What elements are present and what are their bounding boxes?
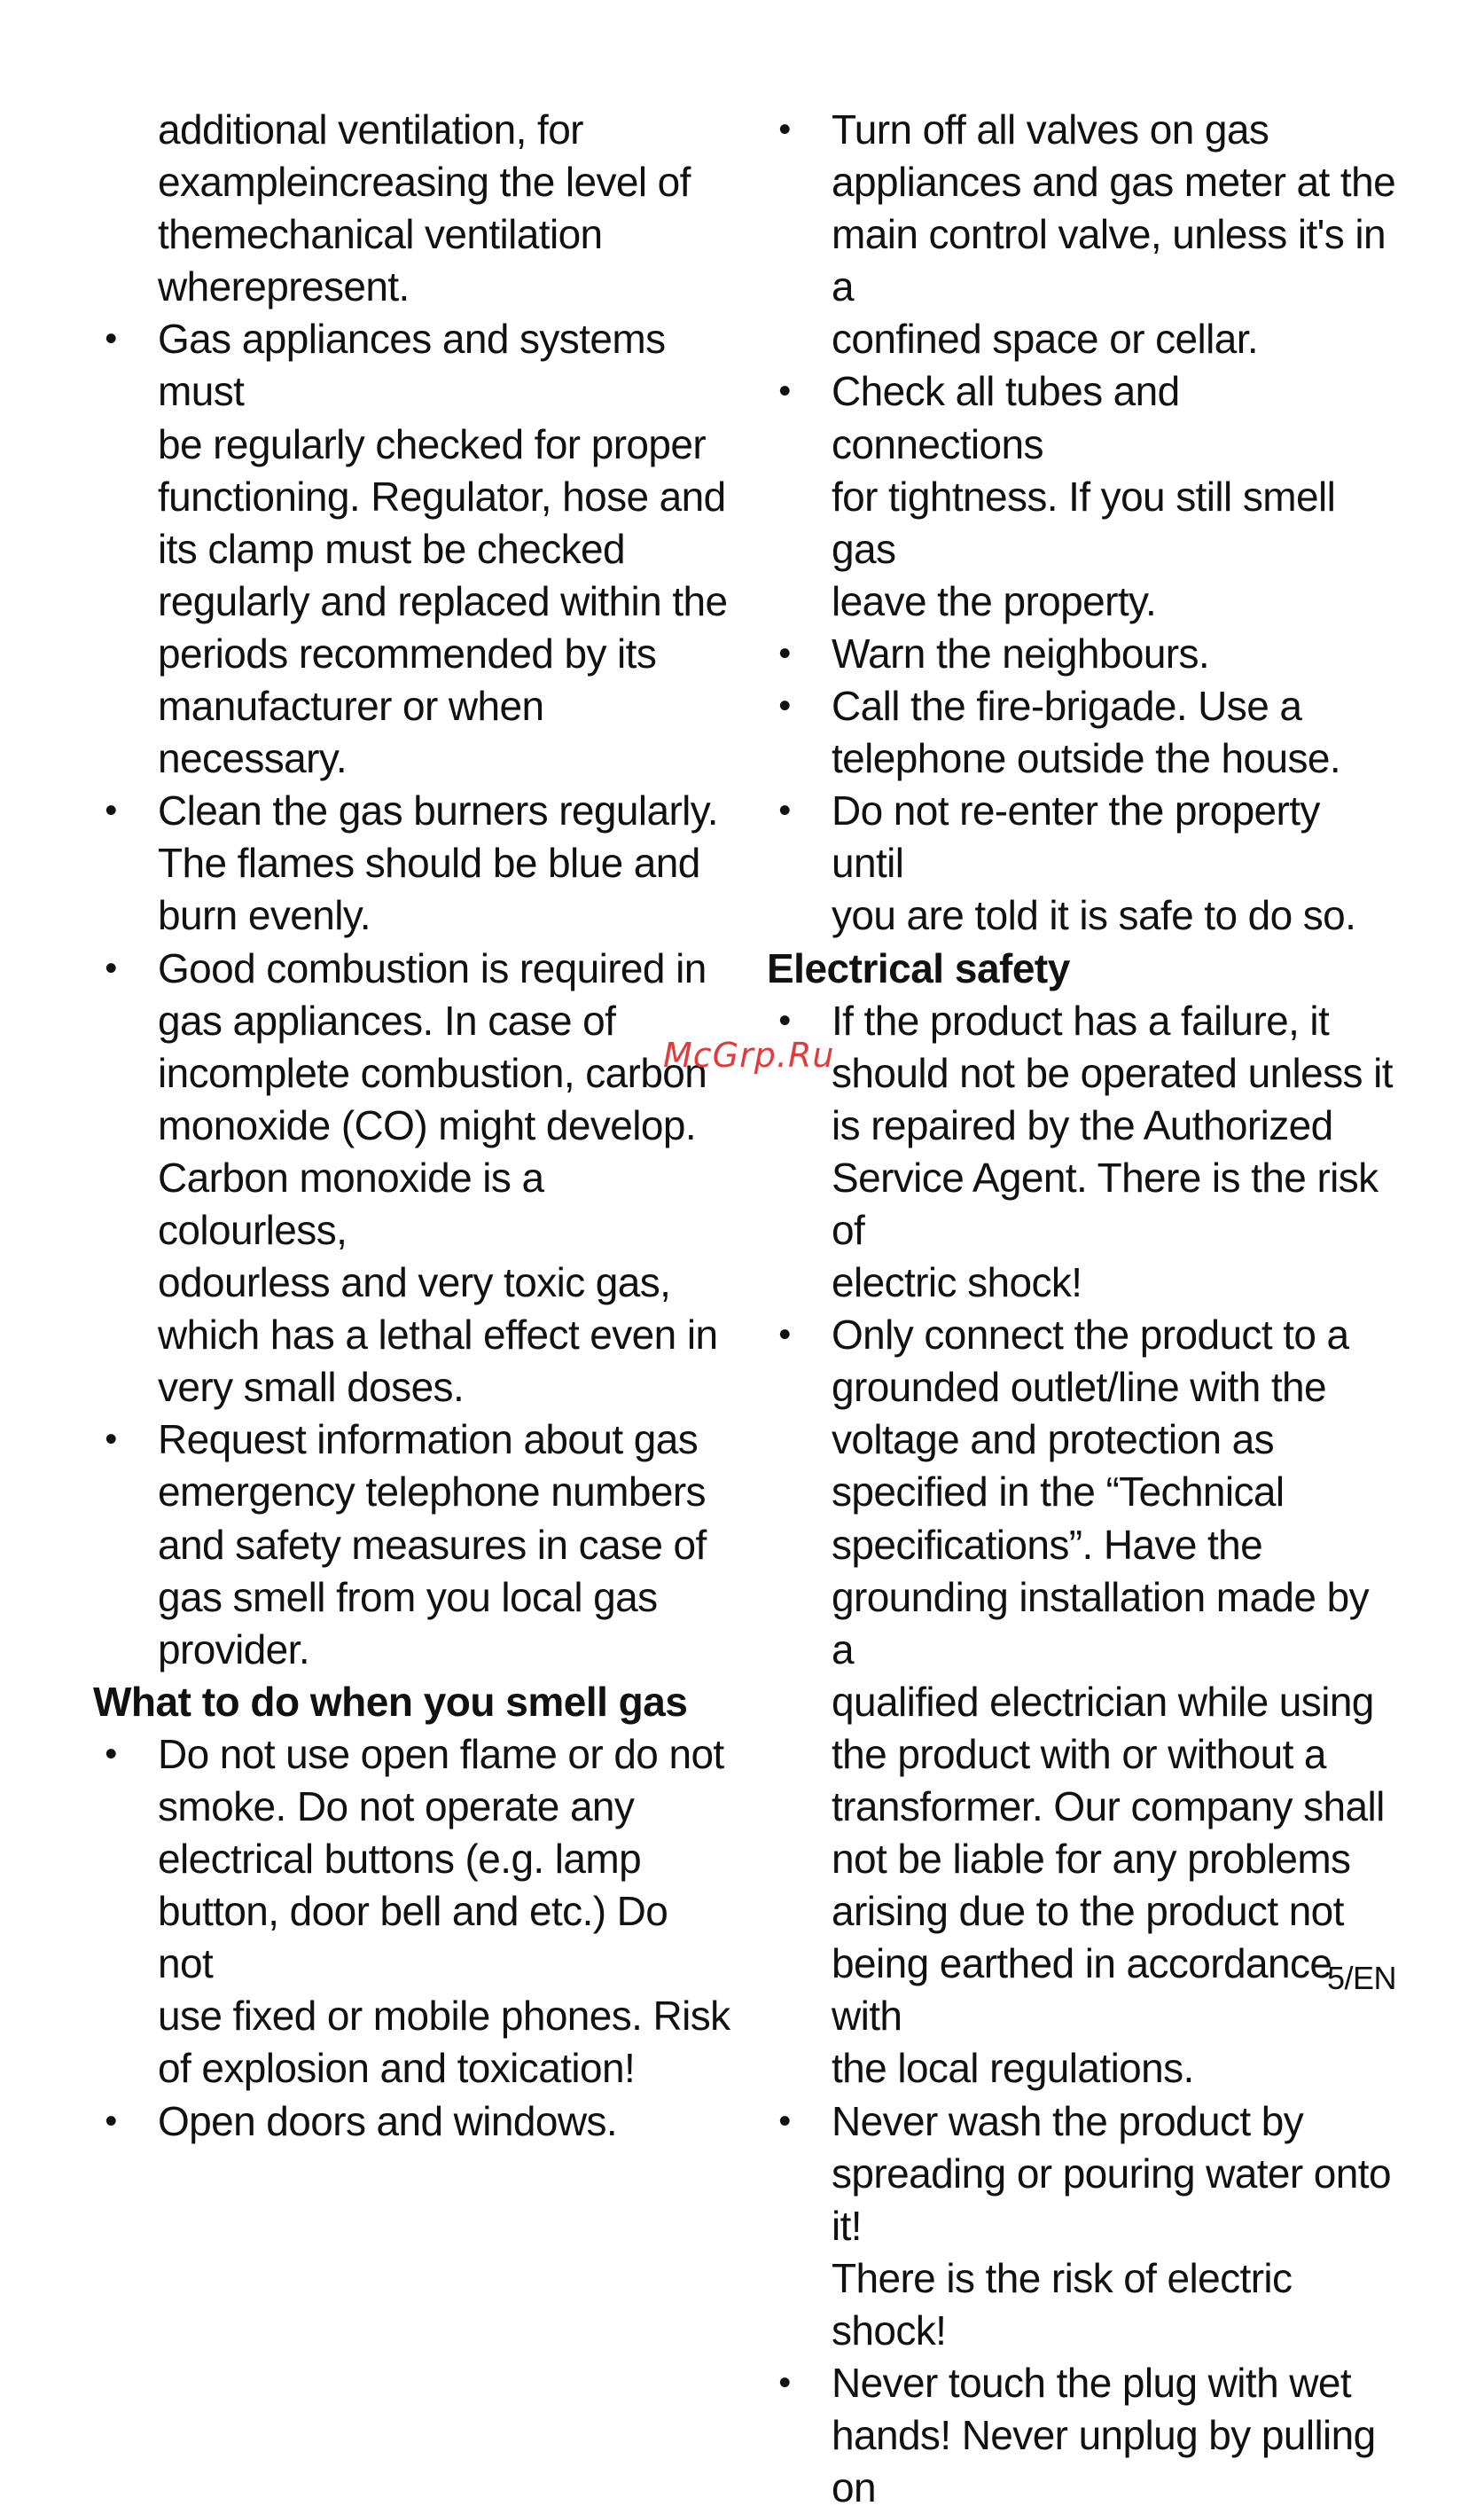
list-item	[767, 628, 1396, 680]
list-item	[93, 313, 731, 785]
text-line: electric shock!	[832, 1259, 1082, 1306]
text-line: hands! Never unplug by pulling on	[832, 2412, 1376, 2511]
text-line: burn evenly.	[158, 892, 371, 939]
text-line: incomplete combustion, carbon	[158, 1049, 707, 1096]
list-item	[767, 365, 1396, 627]
text-line: is repaired by the Authorized	[832, 1101, 1333, 1148]
text-line: arising due to the product not	[832, 1888, 1344, 1935]
text-line: present.	[266, 263, 410, 310]
text-line: Never wash the product by	[832, 2097, 1304, 2144]
text-line: Carbon monoxide is a colourless,	[158, 1154, 544, 1253]
text-line: gas appliances. In case of	[158, 997, 616, 1044]
list-item	[767, 680, 1396, 785]
text-line: Request information about gas	[158, 1416, 699, 1463]
text-line: specified in the “Technical	[832, 1468, 1285, 1515]
text-line: gas smell from you local gas	[158, 1573, 658, 1620]
bullet-icon: •	[105, 2101, 117, 2141]
text-line: Only connect the product to a	[832, 1312, 1349, 1359]
heading-smell-gas: What to do when you smell gas	[93, 1678, 688, 1725]
text-line: Do not use open flame or do not	[158, 1730, 724, 1777]
text-line: for tightness. If you still smell gas	[832, 473, 1336, 572]
text-line: Turn off all valves on gas	[832, 106, 1269, 153]
text-line: odourless and very toxic gas,	[158, 1259, 671, 1306]
bullet-icon: •	[778, 110, 791, 149]
bullet-list-smell-gas-continued	[767, 104, 1396, 943]
bullet-icon: •	[778, 1315, 791, 1355]
list-item	[767, 2357, 1396, 2514]
text-line: you are told it is safe to do so.	[832, 892, 1356, 939]
text-line: periods recommended by its	[158, 630, 657, 677]
list-item	[767, 1309, 1396, 2095]
left-column	[93, 104, 731, 2148]
text-line: voltage and protection as	[832, 1416, 1275, 1463]
text-line: emergency telephone numbers	[158, 1468, 706, 1515]
page-number: 5/EN	[1327, 1960, 1397, 1996]
continued-paragraph	[93, 104, 731, 313]
list-item	[93, 1728, 731, 2095]
list-item	[767, 104, 1396, 365]
text-line: provider.	[158, 1625, 310, 1672]
text-line: The flames should be blue and	[158, 840, 700, 887]
text-line: Do not re-enter the property until	[832, 787, 1320, 887]
list-item	[93, 1414, 731, 1675]
text-line: Check all tubes and connections	[832, 368, 1180, 467]
text-line: Service Agent. There is the risk of	[832, 1154, 1379, 1253]
text-line: button, door bell and etc.) Do not	[158, 1888, 668, 1987]
text-line: Clean the gas burners regularly.	[158, 787, 718, 834]
bullet-icon: •	[778, 686, 791, 726]
text-line: increasing the level of the	[158, 159, 691, 258]
bullet-icon: •	[105, 948, 117, 988]
bullet-icon: •	[778, 791, 791, 831]
text-line: Warn the neighbours.	[832, 630, 1210, 677]
text-line: of explosion and toxication!	[158, 2045, 636, 2092]
text-line: grounded outlet/line with the	[832, 1364, 1327, 1411]
text-line: Good combustion is required in	[158, 944, 707, 991]
text-line: specifications”. Have the	[832, 1521, 1263, 1568]
text-line: not be liable for any problems	[832, 1836, 1351, 1883]
text-line: and safety measures in case of	[158, 1521, 707, 1568]
text-line: manufacturer or when necessary.	[158, 683, 544, 782]
text-line: spreading or pouring water onto it!	[832, 2150, 1391, 2249]
list-item	[767, 995, 1396, 1310]
text-line: Never touch the plug with wet	[832, 2360, 1352, 2407]
text-line: leave the property.	[832, 577, 1157, 624]
list-item	[767, 785, 1396, 942]
watermark-logo: McGrp.Ru	[663, 1036, 835, 1075]
right-column	[767, 104, 1396, 2514]
text-line: which has a lethal effect even in	[158, 1312, 718, 1359]
text-line: appliances and gas meter at the	[832, 159, 1396, 206]
text-line: functioning. Regulator, hose and	[158, 473, 726, 520]
text-line: use fixed or mobile phones. Risk	[158, 1993, 730, 2040]
text-line: If the product has a failure, it	[832, 997, 1330, 1044]
bullet-icon: •	[778, 372, 791, 411]
bullet-icon: •	[778, 2363, 791, 2403]
text-line: the local regulations.	[832, 2045, 1194, 2092]
bullet-icon: •	[105, 319, 117, 359]
bullet-icon: •	[105, 791, 117, 831]
text-line: mechanical ventilation where	[158, 211, 603, 310]
bullet-icon: •	[778, 1000, 791, 1040]
text-line: telephone outside the house.	[832, 735, 1341, 782]
text-line: regularly and replaced within the	[158, 577, 728, 624]
text-line: There is the risk of electric shock!	[832, 2254, 1293, 2353]
heading-electrical-safety: Electrical safety	[767, 944, 1070, 991]
text-line: main control valve, unless it's in a	[832, 211, 1386, 310]
text-line: the product with or without a	[832, 1730, 1326, 1777]
text-line: qualified electrician while using	[832, 1678, 1374, 1725]
text-line: monoxide (CO) might develop.	[158, 1101, 697, 1148]
bullet-list-gas-safety	[93, 313, 731, 1675]
text-line: electrical buttons (e.g. lamp	[158, 1836, 642, 1883]
text-line: Gas appliances and systems must	[158, 316, 666, 415]
list-item	[93, 943, 731, 1414]
list-item	[767, 2095, 1396, 2357]
bullet-icon: •	[105, 1734, 117, 1774]
text-line: Call the fire-brigade. Use a	[832, 683, 1302, 730]
bullet-icon: •	[778, 2101, 791, 2141]
text-line: additional ventilation, for example	[158, 106, 583, 206]
bullet-icon: •	[105, 1420, 117, 1460]
text-line: being earthed in accordance with	[832, 1940, 1332, 2040]
text-line: grounding installation made by a	[832, 1573, 1369, 1672]
text-line: very small doses.	[158, 1364, 465, 1411]
text-line: should not be operated unless it	[832, 1049, 1393, 1096]
bullet-list-smell-gas	[93, 1728, 731, 2148]
bullet-icon: •	[778, 633, 791, 673]
text-line: Open doors and windows.	[158, 2097, 618, 2144]
bullet-list-electrical-safety	[767, 995, 1396, 2514]
text-line: smoke. Do not operate any	[158, 1783, 635, 1829]
text-line: be regularly checked for proper	[158, 420, 707, 467]
list-item	[93, 2095, 731, 2148]
list-item	[93, 785, 731, 942]
text-line: its clamp must be checked	[158, 525, 626, 572]
text-line: confined space or cellar.	[832, 316, 1259, 363]
text-line: transformer. Our company shall	[832, 1783, 1385, 1829]
